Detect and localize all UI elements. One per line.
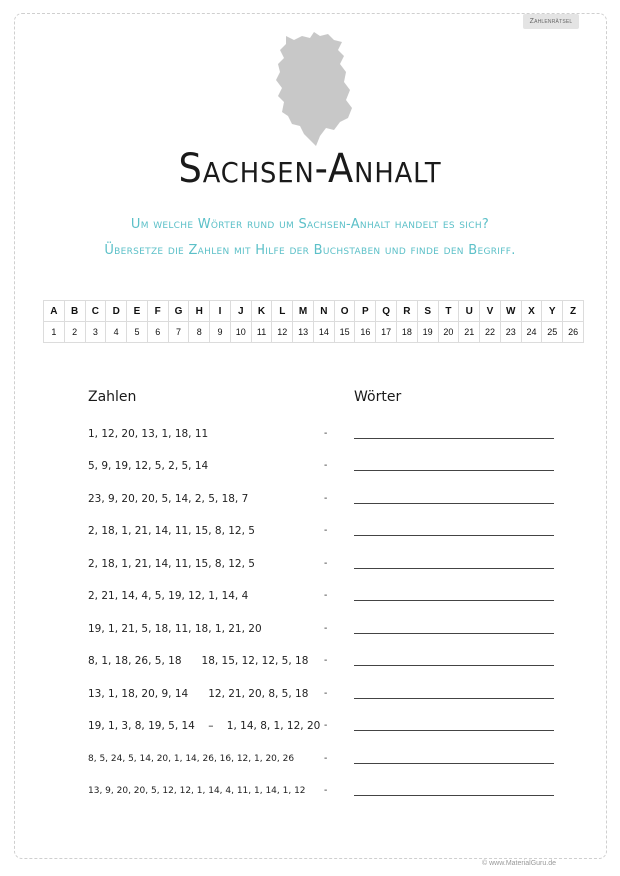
alphabet-number: 14	[313, 322, 334, 343]
alphabet-number: 26	[563, 322, 584, 343]
number-code: 8, 5, 24, 5, 14, 20, 1, 14, 26, 16, 12, 1, 20, 26	[88, 754, 295, 764]
alphabet-letter: K	[251, 301, 272, 322]
alphabet-number: 13	[293, 322, 314, 343]
subtitle-question: Um welche Wörter rund um Sachsen-Anhalt handelt es sich?	[130, 217, 490, 232]
alphabet-number: 23	[500, 322, 521, 343]
alphabet-letter: I	[210, 301, 231, 322]
alphabet-letter: D	[106, 301, 127, 322]
number-code: 2, 18, 1, 21, 14, 11, 15, 8, 12, 5	[88, 558, 255, 570]
answer-line[interactable]	[354, 568, 554, 569]
alphabet-number: 8	[189, 322, 210, 343]
row-dash: -	[324, 785, 328, 796]
alphabet-letter: S	[417, 301, 438, 322]
puzzle-row	[0, 493, 620, 513]
alphabet-letter: M	[293, 301, 314, 322]
alphabet-number: 21	[459, 322, 480, 343]
column-heading-woerter: Wörter	[354, 389, 402, 405]
puzzle-row	[0, 720, 620, 740]
puzzle-row	[0, 655, 620, 675]
alphabet-letter: V	[480, 301, 501, 322]
row-dash: -	[324, 558, 328, 569]
alphabet-number: 18	[397, 322, 418, 343]
row-dash: -	[324, 753, 328, 764]
row-dash: -	[324, 525, 328, 536]
alphabet-letter: A	[44, 301, 65, 322]
puzzle-row	[0, 785, 620, 805]
answer-line[interactable]	[354, 470, 554, 471]
answer-line[interactable]	[354, 665, 554, 666]
number-code: 19, 1, 3, 8, 19, 5, 14 – 1, 14, 8, 1, 12, 20	[88, 720, 321, 732]
row-dash: -	[324, 428, 328, 439]
answer-line[interactable]	[354, 535, 554, 536]
alphabet-letter: R	[397, 301, 418, 322]
answer-line[interactable]	[354, 763, 554, 764]
alphabet-letter: C	[85, 301, 106, 322]
answer-line[interactable]	[354, 503, 554, 504]
row-dash: -	[324, 590, 328, 601]
puzzle-row	[0, 753, 620, 773]
alphabet-letter: L	[272, 301, 293, 322]
alphabet-letter: Y	[542, 301, 563, 322]
alphabet-letter: E	[127, 301, 148, 322]
puzzle-row	[0, 558, 620, 578]
alphabet-letter: G	[168, 301, 189, 322]
alphabet-number: 20	[438, 322, 459, 343]
alphabet-letter: N	[313, 301, 334, 322]
alphabet-number: 6	[147, 322, 168, 343]
number-code: 19, 1, 21, 5, 18, 11, 18, 1, 21, 20	[88, 623, 262, 635]
page-title: Sachsen-Anhalt	[178, 146, 442, 192]
row-dash: -	[324, 655, 328, 666]
alphabet-number: 5	[127, 322, 148, 343]
copyright-credit: © www.MaterialGuru.de	[482, 860, 557, 867]
number-code: 23, 9, 20, 20, 5, 14, 2, 5, 18, 7	[88, 493, 249, 505]
answer-line[interactable]	[354, 730, 554, 731]
number-code: 8, 1, 18, 26, 5, 18 18, 15, 12, 12, 5, 18	[88, 655, 309, 667]
column-heading-zahlen: Zahlen	[88, 389, 137, 405]
alphabet-letter: T	[438, 301, 459, 322]
alphabet-number: 25	[542, 322, 563, 343]
answer-line[interactable]	[354, 698, 554, 699]
alphabet-number: 15	[334, 322, 355, 343]
row-dash: -	[324, 460, 328, 471]
alphabet-letter: U	[459, 301, 480, 322]
category-tag: Zahlenrätsel	[523, 14, 579, 29]
sachsen-anhalt-map-icon	[272, 30, 354, 148]
alphabet-number: 2	[64, 322, 85, 343]
alphabet-number: 24	[521, 322, 542, 343]
puzzle-row	[0, 428, 620, 448]
alphabet-letter: F	[147, 301, 168, 322]
alphabet-number: 17	[376, 322, 397, 343]
row-dash: -	[324, 623, 328, 634]
puzzle-row	[0, 525, 620, 545]
number-code: 13, 1, 18, 20, 9, 14 12, 21, 20, 8, 5, 18	[88, 688, 309, 700]
alphabet-key-table	[43, 300, 584, 343]
number-code: 5, 9, 19, 12, 5, 2, 5, 14	[88, 460, 209, 472]
puzzle-row	[0, 590, 620, 610]
alphabet-number: 7	[168, 322, 189, 343]
alphabet-number: 19	[417, 322, 438, 343]
row-dash: -	[324, 720, 328, 731]
alphabet-letter: J	[230, 301, 251, 322]
alphabet-letters-row	[44, 301, 584, 322]
puzzle-row	[0, 688, 620, 708]
number-code: 13, 9, 20, 20, 5, 12, 12, 1, 14, 4, 11, 1, 14, 1, 12	[88, 786, 306, 796]
alphabet-number: 16	[355, 322, 376, 343]
alphabet-number: 10	[230, 322, 251, 343]
alphabet-number: 11	[251, 322, 272, 343]
alphabet-letter: Z	[563, 301, 584, 322]
row-dash: -	[324, 688, 328, 699]
alphabet-letter: X	[521, 301, 542, 322]
row-dash: -	[324, 493, 328, 504]
alphabet-number: 12	[272, 322, 293, 343]
alphabet-number: 3	[85, 322, 106, 343]
alphabet-letter: W	[500, 301, 521, 322]
subtitle-instruction: Übersetze die Zahlen mit Hilfe der Buchstaben und finde den Begriff.	[104, 243, 516, 258]
number-code: 1, 12, 20, 13, 1, 18, 11	[88, 428, 209, 440]
alphabet-numbers-row	[44, 322, 584, 343]
alphabet-number: 9	[210, 322, 231, 343]
answer-line[interactable]	[354, 600, 554, 601]
number-code: 2, 21, 14, 4, 5, 19, 12, 1, 14, 4	[88, 590, 249, 602]
puzzle-row	[0, 460, 620, 480]
alphabet-letter: B	[64, 301, 85, 322]
answer-line[interactable]	[354, 633, 554, 634]
alphabet-number: 1	[44, 322, 65, 343]
puzzle-row	[0, 623, 620, 643]
number-code: 2, 18, 1, 21, 14, 11, 15, 8, 12, 5	[88, 525, 255, 537]
answer-line[interactable]	[354, 795, 554, 796]
alphabet-letter: Q	[376, 301, 397, 322]
alphabet-letter: P	[355, 301, 376, 322]
alphabet-letter: O	[334, 301, 355, 322]
alphabet-letter: H	[189, 301, 210, 322]
answer-line[interactable]	[354, 438, 554, 439]
alphabet-number: 22	[480, 322, 501, 343]
alphabet-number: 4	[106, 322, 127, 343]
